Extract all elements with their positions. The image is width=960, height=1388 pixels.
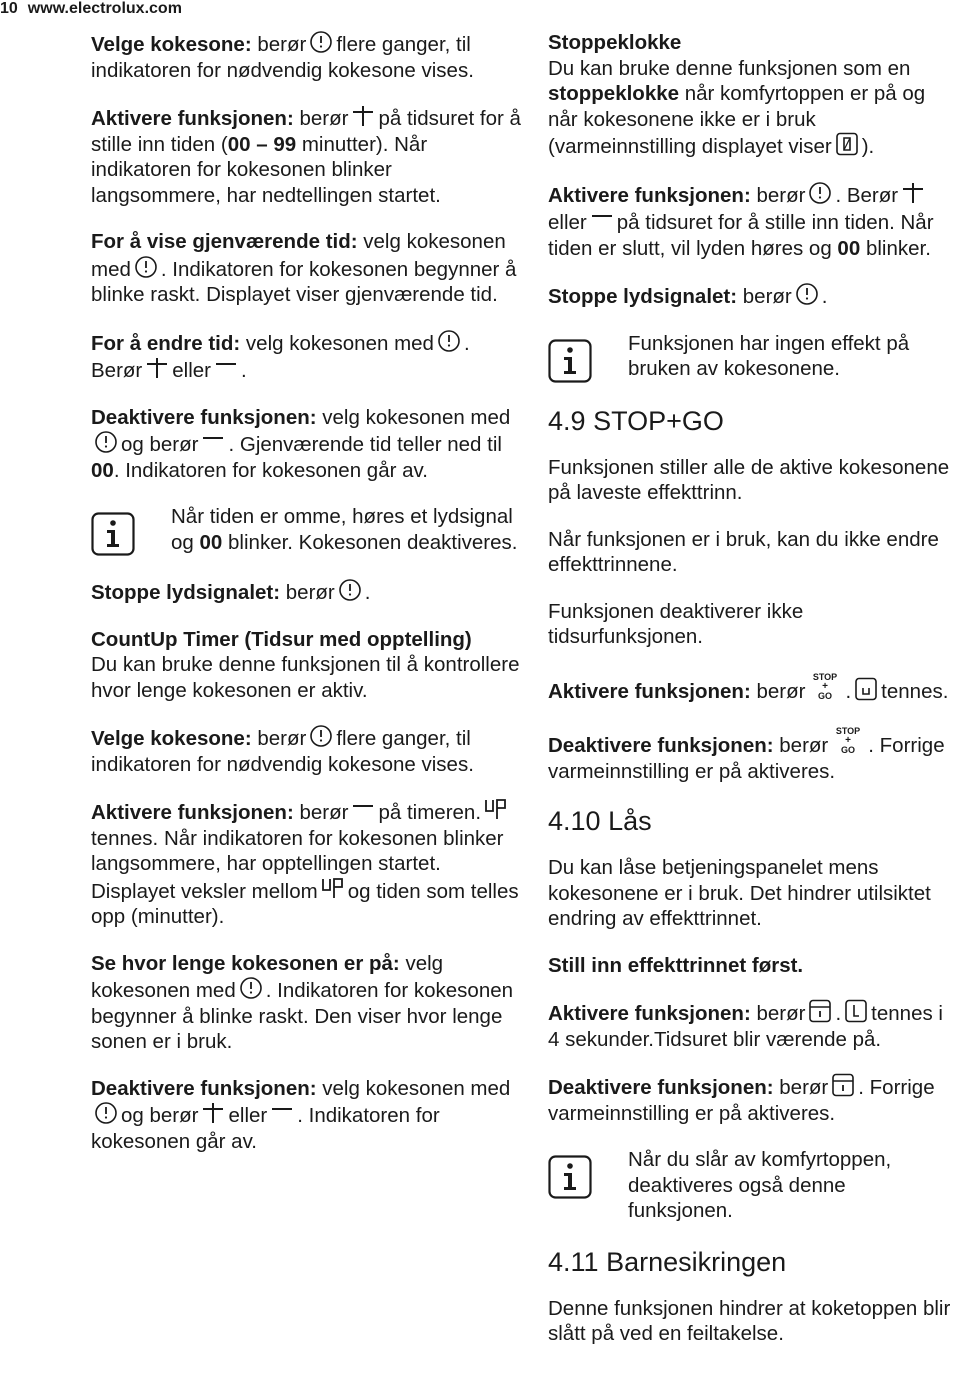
page-header	[0, 0, 182, 18]
paragraph-deactivate-lock: Deaktivere funksjonen: berør . Forrige varmeinnstilling er på aktiveres.	[548, 1073, 953, 1126]
plus-icon	[351, 104, 375, 128]
right-column	[548, 30, 953, 1368]
plus-icon	[145, 356, 169, 380]
paragraph-change-time: For å endre tid: velg kokesonen med . Berør eller .	[91, 329, 521, 384]
lock-icon	[831, 1073, 855, 1097]
paragraph-activate-stopwatch: Aktivere funksjonen: berør . Berøreller på tidsuret for å stille inn tiden. Når tiden er slutt, vil lyden høres og 00 blinker.	[548, 181, 953, 262]
site-url: www.electrolux.com	[27, 0, 182, 17]
timer-icon	[309, 30, 333, 54]
left-column	[91, 30, 521, 1175]
timer-icon	[239, 976, 263, 1000]
section-heading-lock: 4.10 Lås	[548, 806, 652, 836]
paragraph-stopwatch: Stoppeklokke Du kan bruke denne funksjonen som en stoppeklokke når komfyrtoppen er på og når kokesonene ikke er i bruk (varmeinnstilling displayet viser ).	[548, 31, 926, 158]
lock-icon	[808, 999, 832, 1023]
svg-text:GO: GO	[841, 745, 856, 755]
paragraph-activate: Aktivere funksjonen: berør på tidsuret for å stille inn tiden (00 – 99 minutter). Når indikatoren for kokesonen blinker langsommere, har nedtellingen startet.	[91, 104, 521, 208]
paragraph-deactivate-2: Deaktivere funksjonen: velg kokesonen medog berør eller . Indikatoren for kokesonen går av.	[91, 1076, 511, 1153]
stop-go-icon	[831, 725, 865, 755]
timer-icon	[309, 724, 333, 748]
info-note-2: Funksjonen har ingen effekt på bruken av kokesonene.	[548, 331, 953, 383]
paragraph-countup: CountUp Timer (Tidsur med opptelling) Du kan bruke denne funksjonen til å kontrollere hvor lenge kokesonen er aktiv.	[91, 627, 520, 702]
paragraph-stopgo-timer: Funksjonen deaktiverer ikke tidsurfunksjonen.	[548, 599, 804, 648]
stop-go-icon	[808, 671, 842, 701]
svg-text:+: +	[845, 735, 852, 746]
info-note-3: Når du slår av komfyrtoppen, deaktiveres også denne funksjonen.	[548, 1147, 953, 1224]
timer-icon	[808, 181, 832, 205]
minus-icon	[351, 798, 375, 822]
minus-icon	[270, 1101, 294, 1125]
display-up-icon	[484, 798, 508, 822]
display-up-icon	[321, 877, 345, 901]
paragraph-stop-sound-2: Stoppe lydsignalet: berør .	[548, 282, 953, 310]
display-l-icon	[844, 999, 868, 1023]
timer-icon	[437, 329, 461, 353]
paragraph-child-lock-desc: Denne funksjonen hindrer at koketoppen blir slått på ved en feiltakelse.	[548, 1296, 951, 1345]
paragraph-lock-desc: Du kan låse betjeningspanelet mens kokesonene er i bruk. Det hindrer utilsiktet endring av effekttrinnet.	[548, 856, 931, 930]
info-note: Når tiden er omme, høres et lydsignal og 00 blinker. Kokesonen deaktiveres.	[91, 504, 521, 556]
minus-icon	[590, 208, 614, 232]
paragraph-stop-sound: Stoppe lydsignalet: berør .	[91, 578, 521, 606]
info-icon	[548, 1155, 592, 1199]
plus-icon	[201, 1101, 225, 1125]
timer-icon	[94, 430, 118, 454]
section-heading-stop-go: 4.9 STOP+GO	[548, 405, 724, 436]
paragraph-select-zone: Velge kokesone: berør flere ganger, til indikatoren for nødvendig kokesone vises.	[91, 30, 521, 83]
section-heading-child-lock: 4.11 Barnesikringen	[548, 1246, 787, 1277]
paragraph-lock-first: Still inn effekttrinnet først.	[548, 953, 804, 977]
info-icon	[91, 512, 135, 556]
paragraph-select-zone-2: Velge kokesone: berør flere ganger, til indikatoren for nødvendig kokesone vises.	[91, 724, 521, 777]
info-icon	[548, 339, 592, 383]
paragraph-stopgo-note: Når funksjonen er i bruk, kan du ikke endre effekttrinnene.	[548, 527, 939, 576]
timer-icon	[338, 578, 362, 602]
paragraph-activate-stopgo: Aktivere funksjonen: berør STOP + GO . tennes.	[548, 671, 949, 703]
paragraph-activate-countup: Aktivere funksjonen: berør på timeren.tennes. Når indikatoren for kokesonen blinker langsommere, har opptellingen startet. Displayet veksler mellom og tiden som telles opp (minutter).	[91, 798, 521, 930]
svg-text:+: +	[822, 680, 829, 692]
svg-text:STOP: STOP	[813, 671, 838, 682]
display-zero-icon	[835, 132, 859, 156]
paragraph-stopgo-desc: Funksjonen stiller alle de aktive kokesonene på laveste effekttrinn.	[548, 455, 950, 504]
timer-icon	[94, 1101, 118, 1125]
minus-icon	[201, 430, 225, 454]
paragraph-deactivate: Deaktivere funksjonen: velg kokesonen medog berør . Gjenværende tid teller ned til 00. Indikatoren for kokesonen går av.	[91, 405, 511, 482]
paragraph-deactivate-stopgo: Deaktivere funksjonen: berør STOP + GO . Forrige varmeinnstilling er på aktiveres.	[548, 726, 945, 783]
svg-text:GO: GO	[818, 690, 833, 701]
timer-icon	[795, 282, 819, 306]
timer-icon	[134, 255, 158, 279]
page-number: 10	[0, 0, 18, 17]
plus-icon	[901, 181, 925, 205]
paragraph-show-remaining: For å vise gjenværende tid: velg kokesonen med . Indikatoren for kokesonen begynner å blinke raskt. Displayet viser gjenværende tid.	[91, 230, 517, 306]
display-u-icon	[854, 677, 878, 701]
svg-text:STOP: STOP	[836, 726, 861, 736]
paragraph-see-duration: Se hvor lenge kokesonen er på: velg kokesonen med . Indikatoren for kokesonen begynner å blinke raskt. Den viser hvor lenge sonen er i bruk.	[91, 951, 514, 1053]
minus-icon	[214, 356, 238, 380]
paragraph-activate-lock: Aktivere funksjonen: berør . tennes i 4 sekunder.Tidsuret blir værende på.	[548, 999, 953, 1052]
